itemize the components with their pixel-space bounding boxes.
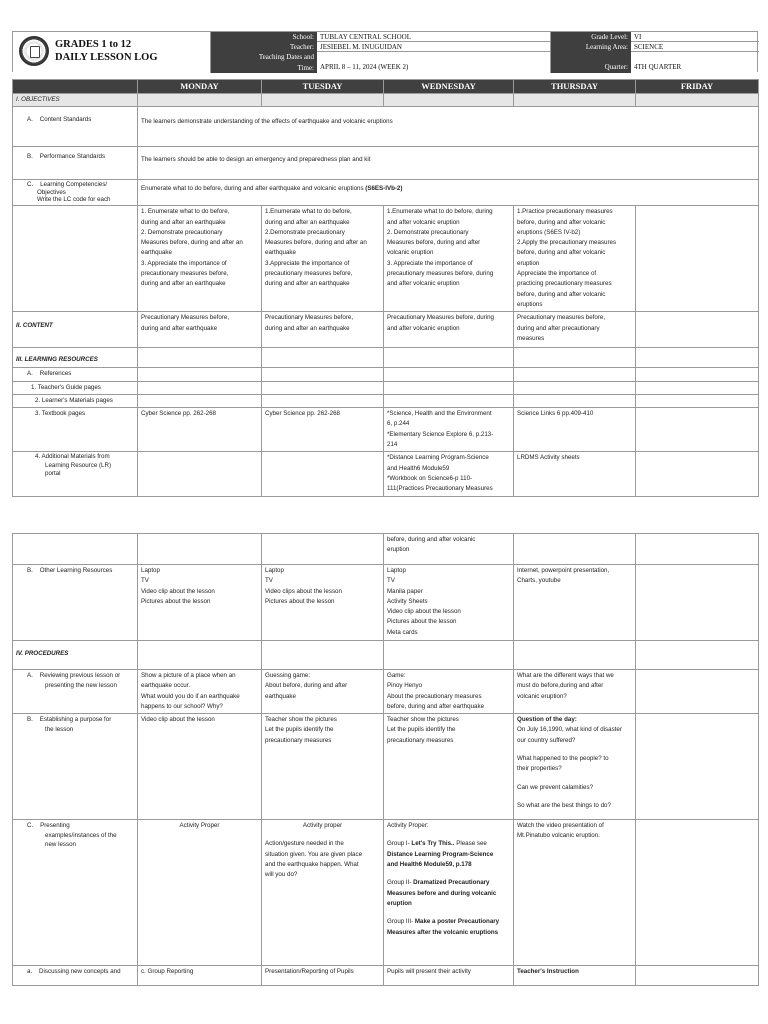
lc-label-line2: Objectives bbox=[37, 188, 66, 196]
text-line: eruption bbox=[387, 546, 410, 554]
day-header-monday: MONDAY bbox=[138, 80, 262, 94]
objectives-tuesday bbox=[262, 206, 384, 312]
dates-value: APRIL 8 – 11, 2024 (WEEK 2) bbox=[317, 52, 551, 72]
other-monday bbox=[138, 565, 262, 641]
additional-wednesday-cont bbox=[384, 534, 514, 565]
text-line: *Workbook on Science6-p 110- bbox=[387, 474, 473, 482]
text-line: volcanic eruption? bbox=[517, 692, 567, 700]
text-line: 3. Appreciate the importance of bbox=[141, 259, 227, 267]
group2-label: Group II- bbox=[387, 879, 414, 887]
text-line: Distance Learning Program-Science bbox=[387, 850, 494, 858]
text-line: 2.Demonstrate precautionary bbox=[265, 228, 345, 236]
text-line: About the precautionary measures bbox=[387, 692, 482, 700]
text-line: situation given. You are given place bbox=[265, 850, 363, 858]
objectives-wednesday bbox=[384, 206, 514, 312]
text-line: *Science, Health and the Environment bbox=[387, 410, 492, 418]
text-line: during and after an earthquake bbox=[265, 218, 350, 226]
text-line: and the earthquake happen. What bbox=[265, 861, 359, 869]
text-line: eruption bbox=[387, 899, 412, 907]
text-line: Meta cards bbox=[387, 628, 418, 636]
other-wednesday bbox=[384, 565, 514, 641]
text-line: before, during and after volcanic bbox=[387, 536, 476, 543]
text-line: eruptions bbox=[517, 300, 543, 308]
reviewing-wednesday bbox=[384, 670, 514, 714]
text-line: precautionary measures before, bbox=[141, 270, 229, 278]
content-friday bbox=[636, 312, 759, 348]
text-line: 3.Appreciate the importance of bbox=[265, 259, 350, 267]
log-header bbox=[12, 31, 758, 72]
area-label: Learning Area: bbox=[551, 42, 631, 52]
text-line: happens to our school? Why? bbox=[141, 702, 223, 710]
row-textbook-pages bbox=[13, 408, 759, 452]
textbook-thursday: Science Links 6 pp.409-410 bbox=[514, 408, 636, 452]
lc-label-line1: C. Learning Competencies/ bbox=[27, 181, 108, 189]
group1-note: Please see bbox=[454, 840, 487, 848]
text-line: Mt.Pinatubo volcanic eruption. bbox=[517, 832, 600, 840]
content-wednesday bbox=[384, 312, 514, 348]
lc-code: (S6ES-IVb-2) bbox=[365, 185, 403, 193]
row-performance-standards bbox=[13, 147, 759, 180]
row-content-standards bbox=[13, 107, 759, 147]
text-line: What happened to the people? to bbox=[517, 755, 609, 763]
row-label: 2. Learner's Materials pages bbox=[13, 394, 138, 407]
group2-line bbox=[387, 878, 510, 888]
text-line: during and after an earthquake bbox=[265, 280, 350, 288]
text-line: What would you do if an earthquake bbox=[141, 692, 240, 700]
objectives-thursday bbox=[514, 206, 636, 312]
reviewing-monday bbox=[138, 670, 262, 714]
group2-title: Dramatized Precautionary bbox=[413, 879, 490, 887]
text-line: examples/instances of the bbox=[45, 831, 117, 839]
text-line: practicing precautionary measures bbox=[517, 280, 612, 288]
dates-label-line2: Time: bbox=[297, 63, 314, 72]
presenting-thursday bbox=[514, 820, 636, 966]
row-label: B. Performance Standards bbox=[13, 147, 138, 180]
row-learning-resources bbox=[13, 348, 759, 368]
text-line: portal bbox=[45, 470, 61, 478]
text-line: precautionary measures bbox=[387, 736, 454, 744]
text-line: measures bbox=[517, 334, 545, 342]
quarter-label: Quarter: bbox=[604, 63, 628, 72]
day-header-wednesday: WEDNESDAY bbox=[384, 80, 514, 94]
additional-wednesday bbox=[384, 452, 514, 496]
text-line: earthquake occur. bbox=[141, 682, 191, 690]
day-header-row bbox=[13, 80, 759, 94]
content-thursday bbox=[514, 312, 636, 348]
teacher-value: JESIEBEL M. INUGUIDAN bbox=[317, 42, 551, 52]
day-header-friday: FRIDAY bbox=[636, 80, 759, 94]
text-line: TV bbox=[141, 577, 149, 585]
section-objectives bbox=[13, 94, 759, 107]
row-reviewing bbox=[13, 670, 759, 714]
presenting-monday: Activity Proper bbox=[138, 820, 262, 966]
teacher-label: Teacher: bbox=[211, 42, 317, 52]
text-line: 1.Enumerate what to do before, during bbox=[387, 208, 493, 216]
lesson-log-table-page2 bbox=[12, 533, 759, 986]
text-line: the lesson bbox=[45, 725, 74, 733]
row-other-resources bbox=[13, 565, 759, 641]
row-label: B. Other Learning Resources bbox=[13, 565, 138, 641]
text-line: during and after an earthquake bbox=[141, 218, 226, 226]
header-info-left bbox=[211, 32, 551, 73]
purpose-tuesday bbox=[262, 714, 384, 820]
text-line: B. Establishing a purpose for bbox=[27, 716, 112, 724]
additional-thursday: LRDMS Activity sheets bbox=[514, 452, 636, 496]
text-line: *Distance Learning Program-Science bbox=[387, 454, 489, 462]
row-content bbox=[13, 312, 759, 348]
discussing-tuesday: Presentation/Reporting of Pupils bbox=[262, 966, 384, 986]
text-line: Video clip about the lesson bbox=[141, 587, 215, 595]
question-of-day-heading: Question of the day: bbox=[517, 716, 577, 724]
text-line: volcanic eruption bbox=[387, 249, 434, 257]
text-line: Measures before, during and after an bbox=[141, 239, 243, 247]
row-label: a. Discussing new concepts and bbox=[13, 966, 138, 986]
school-label: School: bbox=[211, 32, 317, 42]
text-line: Video clip about the lesson bbox=[387, 608, 461, 616]
presenting-wednesday bbox=[384, 820, 514, 966]
text-line: will you do? bbox=[265, 871, 298, 879]
textbook-tuesday: Cyber Science pp. 262-268 bbox=[262, 408, 384, 452]
content-tuesday bbox=[262, 312, 384, 348]
performance-standards-text: The learners should be able to design an emergency and preparedness plan and kit bbox=[138, 147, 759, 180]
group3-line bbox=[387, 917, 510, 927]
text-line: 1.Enumerate what to do before, bbox=[265, 208, 352, 216]
presenting-tuesday bbox=[262, 820, 384, 966]
text-line: Laptop bbox=[141, 567, 160, 574]
text-line: Pinoy Henyo bbox=[387, 682, 423, 690]
group1-label: Group I- bbox=[387, 840, 412, 848]
row-label bbox=[13, 452, 138, 496]
deped-seal-logo bbox=[19, 36, 49, 66]
text-line: C. Presenting bbox=[27, 822, 70, 830]
grade-value: VI bbox=[631, 32, 759, 42]
text-line: On July 16,1990, what kind of disaster bbox=[517, 726, 622, 734]
group3-title: Make a poster Precautionary bbox=[414, 918, 500, 926]
content-standards-text: The learners demonstrate understanding of the effects of earthquake and volcanic eruptions bbox=[138, 107, 759, 147]
quarter-value: 4TH QUARTER bbox=[634, 63, 682, 72]
day-header-tuesday: TUESDAY bbox=[262, 80, 384, 94]
text-line: Show a picture of a place when an bbox=[141, 672, 236, 679]
text-line: presenting the new lesson bbox=[45, 681, 117, 689]
content-monday bbox=[138, 312, 262, 348]
row-label bbox=[13, 820, 138, 966]
group1-title: Let's Try This.. bbox=[411, 840, 455, 848]
text-line: and after volcanic eruption bbox=[387, 218, 460, 226]
row-additional-materials bbox=[13, 452, 759, 496]
form-title-line2: DAILY LESSON LOG bbox=[55, 52, 158, 63]
text-line: Can we prevent calamities? bbox=[517, 783, 594, 791]
row-label bbox=[13, 180, 138, 206]
row-label: A. References bbox=[13, 368, 138, 381]
text-line: eruptions (S6ES IV-b2) bbox=[517, 228, 581, 236]
section-title: II. CONTENT bbox=[13, 312, 138, 348]
lc-label-line3: Write the LC code for each bbox=[37, 196, 111, 204]
row-learning-competencies bbox=[13, 180, 759, 206]
group3-label: Group III- bbox=[387, 918, 415, 926]
text-line: TV bbox=[387, 577, 395, 585]
text-line: during and after an earthquake bbox=[141, 280, 226, 288]
purpose-monday: Video clip about the lesson bbox=[138, 714, 262, 820]
text-line: So what are the best things to do? bbox=[517, 801, 611, 809]
text-line: precautionary measures before, during bbox=[387, 270, 494, 278]
text-line: Action/gesture needed in the bbox=[265, 840, 344, 848]
text-line: before, during and after volcanic bbox=[517, 290, 606, 298]
row-discussing bbox=[13, 966, 759, 986]
text-line: earthquake bbox=[265, 692, 296, 700]
text-line: Measures before, during and after bbox=[387, 239, 481, 247]
text-line: and Health6 Module59, p.178 bbox=[387, 861, 472, 869]
text-line: and after volcanic eruption bbox=[387, 280, 460, 288]
text-line: Teacher show the pictures bbox=[387, 716, 459, 724]
text-line: our country suffered? bbox=[517, 736, 576, 744]
section-title: IV. PROCEDURES bbox=[13, 641, 138, 670]
discussing-thursday: Teacher's Instruction bbox=[514, 966, 636, 986]
header-title-block bbox=[13, 32, 211, 73]
dates-label bbox=[211, 52, 317, 72]
text-line: new lesson bbox=[45, 841, 76, 849]
lc-statement: Enumerate what to do before, during and after earthquake and volcanic eruptions bbox=[141, 185, 364, 193]
text-line: before, during and after volcanic bbox=[517, 249, 606, 257]
text-line: 2.Apply the precautionary measures bbox=[517, 239, 617, 247]
text-line: eruption bbox=[517, 259, 540, 267]
text-line: Appreciate the importance of bbox=[517, 270, 597, 278]
area-value: SCIENCE bbox=[631, 42, 759, 52]
text-line: Measures after the volcanic eruptions bbox=[387, 928, 499, 936]
section-title: I. OBJECTIVES bbox=[13, 94, 138, 107]
textbook-monday: Cyber Science pp. 262-268 bbox=[138, 408, 262, 452]
text-line: 111(Practices Precautionary Measures bbox=[387, 485, 493, 493]
text-line: during and after precautionary bbox=[517, 324, 600, 332]
text-line: What are the different ways that we bbox=[517, 672, 614, 679]
text-line: 2. Demonstrate precautionary bbox=[141, 228, 223, 236]
text-line: 3. Appreciate the importance of bbox=[387, 259, 473, 267]
text-line: Laptop bbox=[265, 567, 284, 574]
text-line: TV bbox=[265, 577, 273, 585]
text-line: before, during and after earthquake bbox=[387, 702, 485, 710]
text-line: A. Reviewing previous lesson or bbox=[27, 672, 121, 679]
text-line: 6, p.244 bbox=[387, 420, 410, 428]
text-line: Measures before, during and after an bbox=[265, 239, 367, 247]
text-line: before, during and after volcanic bbox=[517, 218, 606, 226]
text-line: Internet, powerpoint presentation, bbox=[517, 567, 610, 574]
text-line: their properties? bbox=[517, 765, 562, 773]
quarter-label-cell bbox=[551, 52, 631, 72]
row-teachers-guide bbox=[13, 381, 759, 394]
text-line: Game: bbox=[387, 672, 406, 679]
text-line: Precautionary Measures before, during bbox=[387, 314, 494, 322]
text-line: and Health6 Module59 bbox=[387, 464, 450, 472]
text-line: About before, during and after bbox=[265, 682, 348, 690]
objectives-friday bbox=[636, 206, 759, 312]
row-procedures bbox=[13, 641, 759, 670]
purpose-thursday bbox=[514, 714, 636, 820]
row-establishing-purpose bbox=[13, 714, 759, 820]
text-line: 1.Practice precautionary measures bbox=[517, 208, 613, 216]
objectives-monday bbox=[138, 206, 262, 312]
discussing-wednesday: Pupils will present their activity bbox=[384, 966, 514, 986]
text-line: during and after an earthquake bbox=[265, 324, 350, 332]
activity-proper-heading: Activity Proper: bbox=[387, 822, 429, 830]
text-line: Precautionary Measures before, bbox=[141, 314, 230, 322]
discussing-monday: c. Group Reporting bbox=[138, 966, 262, 986]
row-label: 1. Teacher's Guide pages bbox=[13, 381, 138, 394]
text-line: 1. Enumerate what to do before, bbox=[141, 208, 230, 216]
text-line: Video clips about the lesson bbox=[265, 587, 342, 595]
purpose-wednesday bbox=[384, 714, 514, 820]
row-learners-materials bbox=[13, 394, 759, 407]
text-line: 4. Additional Materials from bbox=[35, 453, 110, 461]
activity-proper-heading: Activity proper bbox=[302, 822, 343, 830]
other-thursday bbox=[514, 565, 636, 641]
textbook-wednesday bbox=[384, 408, 514, 452]
row-additional-materials-cont bbox=[13, 534, 759, 565]
text-line: precautionary measures bbox=[265, 736, 332, 744]
text-line: Let the pupils identify the bbox=[387, 726, 456, 734]
text-line: Pictures about the lesson bbox=[265, 597, 335, 605]
text-line: precautionary measures before, bbox=[265, 270, 353, 278]
grade-label: Grade Level: bbox=[551, 32, 631, 42]
row-references bbox=[13, 368, 759, 381]
header-info-right bbox=[551, 32, 759, 73]
text-line: Precautionary Measures before, bbox=[265, 314, 354, 322]
textbook-friday bbox=[636, 408, 759, 452]
other-tuesday bbox=[262, 565, 384, 641]
row-label: A. Content Standards bbox=[13, 107, 138, 147]
section-title: III. LEARNING RESOURCES bbox=[13, 348, 138, 368]
text-line: earthquake bbox=[265, 249, 296, 257]
text-line: Pictures about the lesson bbox=[141, 597, 211, 605]
text-line: Learning Resource (LR) bbox=[45, 461, 112, 469]
text-line: 2. Demonstrate precautionary bbox=[387, 228, 469, 236]
text-line: Teacher show the pictures bbox=[265, 716, 337, 724]
text-line: earthquake bbox=[141, 249, 172, 257]
form-title-line1: GRADES 1 to 12 bbox=[55, 39, 132, 50]
text-line: during and after earthquake bbox=[141, 324, 218, 332]
text-line: Manila paper bbox=[387, 587, 423, 595]
text-line: Pictures about the lesson bbox=[387, 618, 457, 626]
text-line: Laptop bbox=[387, 567, 406, 574]
text-line: Watch the video presentation of bbox=[517, 822, 604, 830]
text-line: Guessing game: bbox=[265, 672, 311, 679]
text-line: Measures before and during volcanic bbox=[387, 889, 497, 897]
row-label bbox=[13, 714, 138, 820]
text-line: and after volcanic eruption bbox=[387, 324, 460, 332]
text-line: Let the pupils identify the bbox=[265, 726, 334, 734]
lc-text bbox=[138, 180, 759, 206]
reviewing-thursday bbox=[514, 670, 636, 714]
text-line: Charts, youtube bbox=[517, 577, 561, 585]
row-label bbox=[13, 670, 138, 714]
text-line: must do before,during and after bbox=[517, 682, 604, 690]
lesson-log-table-page1 bbox=[12, 79, 759, 497]
day-header-thursday: THURSDAY bbox=[514, 80, 636, 94]
row-objectives-daily bbox=[13, 206, 759, 312]
text-line: 214 bbox=[387, 441, 398, 449]
text-line: Precautionary measures before, bbox=[517, 314, 606, 322]
group1-line bbox=[387, 839, 510, 849]
text-line: *Elementary Science Explore 6, p.213- bbox=[387, 430, 494, 438]
row-label: 3. Textbook pages bbox=[13, 408, 138, 452]
school-value: TUBLAY CENTRAL SCHOOL bbox=[317, 32, 551, 42]
reviewing-tuesday bbox=[262, 670, 384, 714]
text-line: Activity Sheets bbox=[387, 597, 428, 605]
day-header-blank bbox=[13, 80, 138, 94]
row-presenting-examples bbox=[13, 820, 759, 966]
dates-label-line1: Teaching Dates and bbox=[258, 53, 314, 62]
